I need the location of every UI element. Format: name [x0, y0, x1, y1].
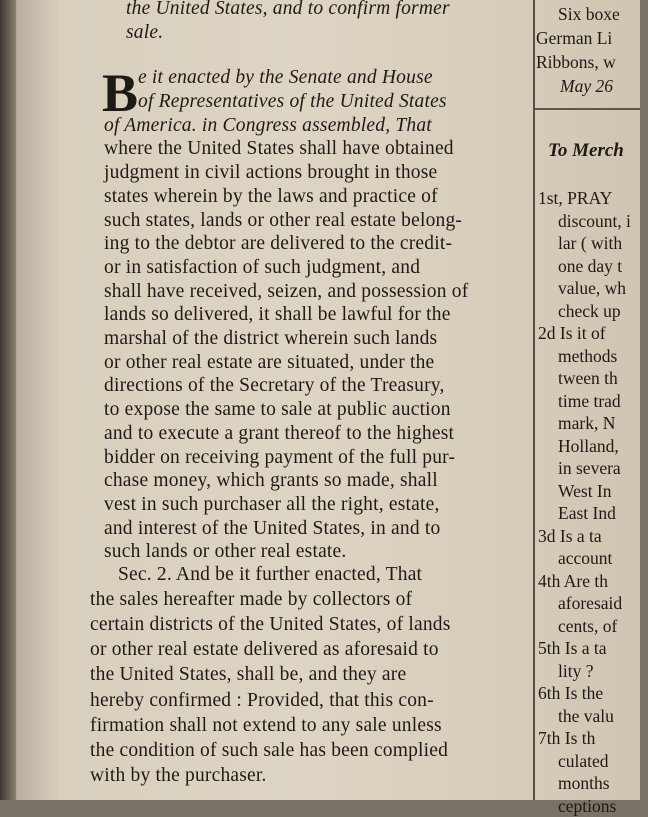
text-line: chase money, which grants so made, shall	[104, 470, 438, 492]
list-line: the valu	[558, 705, 614, 726]
text-line: of America. in Congress assembled, That	[104, 114, 432, 136]
list-line: 5th Is a ta	[538, 638, 607, 658]
text-line: directions of the Secretary of the Treasury,	[104, 375, 445, 397]
right-column-heading: To Merch	[548, 140, 624, 161]
list-line: time trad	[558, 390, 621, 411]
right-column	[536, 0, 648, 816]
text-line: May 26	[560, 76, 613, 96]
text-line: where the United States shall have obtained	[104, 138, 454, 160]
text-line: and to execute a grant thereof to the highest	[104, 422, 455, 444]
list-line: 3d Is a ta	[538, 525, 602, 546]
text-line: Sec. 2. And be it further enacted, That	[118, 564, 423, 585]
list-line: tween th	[558, 368, 618, 388]
text-line: marshal of the district wherein such lands	[104, 328, 438, 349]
list-line: 4th Are th	[538, 570, 608, 591]
text-line: Six boxe	[558, 4, 620, 24]
list-line: discount, i	[558, 210, 631, 231]
text-line: hereby confirmed : Provided, that this con-	[90, 689, 434, 711]
text-line: or other real estate delivered as aforesaid to	[90, 639, 439, 661]
list-line: aforesaid	[558, 593, 623, 613]
list-line: Holland,	[558, 435, 619, 456]
text-line: certain districts of the United States, of lands	[90, 614, 451, 636]
page-spine-shadow	[0, 0, 16, 800]
text-line: such lands or other real estate.	[104, 541, 347, 563]
text-line: shall have received, seizen, and possession of	[104, 280, 469, 302]
section1-first-line: e it enacted by the Senate and House	[138, 67, 433, 88]
header-line: sale.	[126, 22, 164, 43]
list-line: in severa	[558, 458, 621, 478]
text-line: to expose the same to sale at public auction	[104, 399, 451, 421]
text-line: such states, lands or other real estate belong-	[104, 209, 463, 231]
text-line: vest in such purchaser all the right, estate,	[104, 493, 440, 515]
list-line: 6th Is the	[538, 683, 604, 703]
list-line: lity ?	[558, 660, 594, 681]
text-line: bidder on receiving payment of the full pur-	[104, 446, 456, 468]
text-line: lands so delivered, it shall be lawful for the	[104, 304, 451, 326]
list-line: lar ( with	[558, 233, 623, 253]
text-line: German Li	[536, 28, 613, 48]
text-line: firmation shall not extend to any sale unless	[90, 714, 442, 736]
text-line: and interest of the United States, in and to	[104, 517, 441, 539]
list-line: methods	[558, 345, 618, 366]
text-line: or other real estate are situated, under the	[104, 351, 435, 373]
list-line: mark, N	[558, 413, 616, 433]
list-line: 7th Is th	[538, 728, 596, 748]
text-line: the condition of such sale has been complied	[90, 739, 449, 761]
text-line: ing to the debtor are delivered to the credit-	[104, 233, 453, 255]
text-line: states wherein by the laws and practice of	[104, 185, 438, 207]
text-line: Ribbons, w	[536, 52, 616, 72]
list-line: culated	[558, 750, 609, 771]
list-line: value, wh	[558, 278, 627, 298]
list-line: 2d Is it of	[538, 323, 606, 343]
text-line: the sales hereafter made by collectors of	[90, 589, 413, 611]
list-line: account	[558, 548, 613, 568]
left-column	[88, 0, 528, 800]
list-line: 1st, PRAY	[538, 188, 613, 208]
text-line: the United States, shall be, and they are	[90, 664, 407, 686]
list-line: West In	[558, 480, 612, 501]
text-line: of Representatives of the United States	[138, 91, 447, 112]
text-line: with by the purchaser.	[90, 764, 267, 786]
list-line: ceptions	[558, 795, 617, 816]
list-line: one day t	[558, 255, 623, 276]
column-rule	[533, 0, 535, 800]
list-line: cents, of	[558, 615, 618, 636]
text-line: judgment in civil actions brought in those	[104, 162, 438, 184]
drop-cap: B	[102, 63, 139, 123]
text-line: or in satisfaction of such judgment, and	[104, 256, 421, 278]
list-line: months	[558, 773, 610, 793]
list-line: East Ind	[558, 503, 616, 523]
header-line: the United States, and to confirm former	[126, 0, 450, 19]
list-line: check up	[558, 300, 621, 321]
